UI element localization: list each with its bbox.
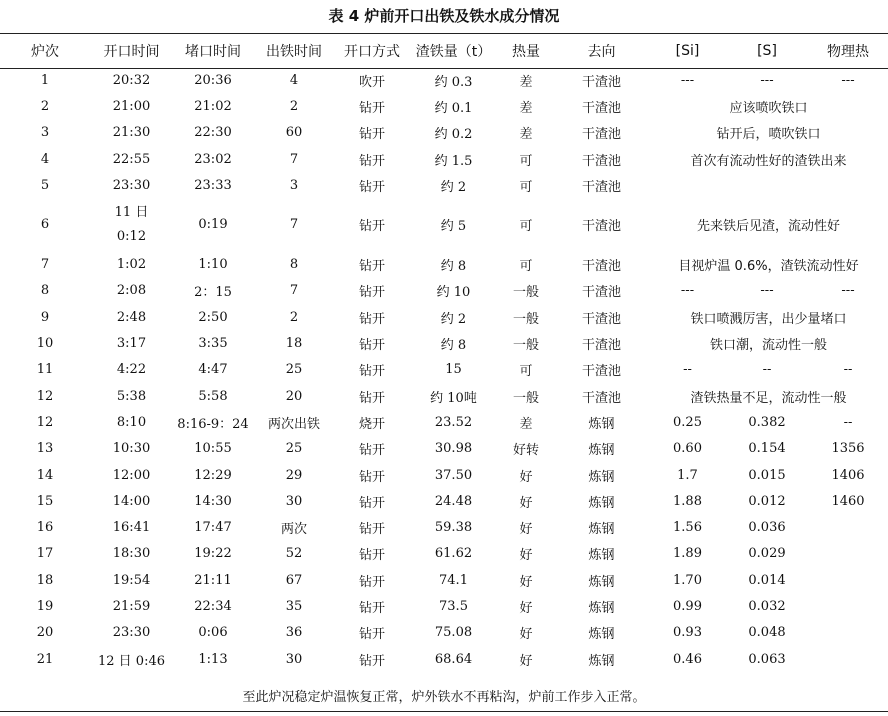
destination-cell: 干渣池 — [581, 338, 621, 354]
remark-cell: 首次有流动性好的渣铁出来 — [690, 153, 847, 169]
open-method-cell: 钻开 — [358, 469, 385, 485]
furnace-no-cell: 12 — [36, 414, 54, 430]
s-cell: 0.382 — [748, 414, 786, 430]
close-time-cell: 21:02 — [194, 98, 232, 114]
close-time-cell: 10:55 — [194, 441, 232, 457]
open-method-cell: 钻开 — [358, 627, 385, 643]
open-method-cell: 烧开 — [358, 416, 385, 432]
destination-cell: 干渣池 — [581, 74, 621, 90]
table-footnote: 至此炉况稳定炉温恢复正常，炉外铁水不再粘沟，炉前工作步入正常。 — [242, 690, 646, 705]
heat-cell: 可 — [519, 179, 533, 195]
table-row — [0, 436, 888, 462]
open-time-cell: 14:00 — [112, 493, 151, 509]
open-method-cell: 钻开 — [358, 338, 385, 354]
open-time-cell: 21:59 — [112, 598, 151, 614]
table-row — [0, 409, 888, 435]
tap-duration-cell: 2 — [289, 309, 299, 325]
destination-cell: 干渣池 — [581, 127, 621, 143]
tap-duration-cell: 18 — [285, 336, 303, 352]
s-cell: --- — [760, 72, 774, 88]
heat-cell: 差 — [519, 100, 533, 116]
destination-cell: 干渣池 — [581, 285, 621, 301]
header-s: [S] — [757, 43, 777, 59]
heat-cell: 好 — [519, 600, 533, 616]
tap-duration-cell: 25 — [285, 362, 303, 378]
table-row — [0, 541, 888, 567]
physical-heat-cell: -- — [843, 362, 853, 378]
open-time-cell: 12:00 — [112, 467, 151, 483]
header-row — [0, 35, 888, 67]
remark-cell: 先来铁后见渣，流动性好 — [696, 219, 840, 235]
open-time-cell: 20:32 — [112, 72, 151, 88]
heat-cell: 可 — [519, 259, 533, 275]
close-time-cell: 22:34 — [194, 598, 232, 614]
tap-duration-cell: 30 — [285, 493, 303, 509]
si-cell: --- — [680, 72, 695, 88]
open-time-cell: 22:55 — [112, 151, 151, 167]
open-time-cell: 10:30 — [112, 441, 151, 457]
table-row — [0, 330, 888, 356]
tap-duration-cell: 7 — [289, 151, 299, 167]
remark-cell: 铁口喷溅厉害，出少量堵口 — [690, 311, 847, 327]
furnace-no-cell: 13 — [36, 441, 54, 457]
tap-duration-cell: 25 — [285, 441, 303, 457]
table-row — [0, 67, 888, 93]
close-time-cell: 2：15 — [194, 285, 232, 301]
physical-heat-cell: 1460 — [831, 493, 865, 509]
physical-heat-cell: 1356 — [831, 441, 865, 457]
heat-cell: 好 — [519, 522, 533, 538]
heat-cell: 可 — [519, 153, 533, 169]
tap-duration-cell: 7 — [289, 283, 299, 299]
physical-heat-cell — [808, 567, 888, 593]
close-time-cell: 12:29 — [194, 467, 232, 483]
table-row — [0, 251, 888, 277]
destination-cell: 干渣池 — [581, 219, 621, 235]
table-row — [0, 567, 888, 593]
s-cell: -- — [762, 362, 772, 378]
physical-heat-cell — [808, 620, 888, 646]
tap-duration-cell: 30 — [285, 651, 303, 667]
bottom-rule — [0, 711, 888, 712]
open-method-cell: 钻开 — [358, 522, 385, 538]
physical-heat-cell — [808, 646, 888, 672]
open-day-label: 11 日 — [114, 204, 149, 220]
tap-duration-cell: 两次出铁 — [267, 416, 320, 432]
amount-cell: 约 10吨 — [430, 390, 477, 406]
amount-cell: 15 — [445, 362, 462, 378]
heat-cell: 一般 — [512, 390, 539, 406]
open-time-cell — [90, 198, 173, 251]
open-time-cell: 23:30 — [112, 625, 151, 641]
open-time-cell: 18:30 — [112, 546, 151, 562]
si-cell: 0.60 — [673, 441, 702, 457]
destination-cell: 炼钢 — [588, 574, 615, 590]
amount-cell: 24.48 — [434, 493, 473, 509]
destination-cell: 干渣池 — [581, 179, 621, 195]
si-cell: 1.7 — [677, 467, 698, 483]
amount-cell: 59.38 — [434, 520, 473, 536]
amount-cell: 约 2 — [440, 179, 467, 195]
furnace-no-cell: 12 — [36, 388, 54, 404]
open-method-cell: 钻开 — [358, 153, 385, 169]
open-method-cell: 钻开 — [358, 653, 385, 669]
s-cell: 0.029 — [748, 546, 786, 562]
open-method-cell: 钻开 — [358, 285, 385, 301]
tap-duration-cell: 67 — [285, 572, 303, 588]
s-cell: 0.012 — [748, 493, 786, 509]
heat-cell: 差 — [519, 127, 533, 143]
close-time-cell: 0:06 — [198, 625, 228, 641]
amount-cell: 73.5 — [439, 598, 468, 614]
si-cell: 0.99 — [673, 598, 702, 614]
table-row — [0, 198, 888, 251]
furnace-no-cell: 15 — [36, 493, 54, 509]
table-row — [0, 304, 888, 330]
close-time-cell: 2:50 — [198, 309, 228, 325]
table-caption: 表 4 炉前开口出铁及铁水成分情况 — [328, 7, 560, 25]
heat-cell: 好转 — [512, 443, 539, 459]
furnace-no-cell: 20 — [36, 625, 54, 641]
heat-cell: 差 — [519, 74, 533, 90]
heat-cell: 一般 — [512, 311, 539, 327]
heat-cell: 一般 — [512, 285, 539, 301]
open-method-cell: 钻开 — [358, 219, 385, 235]
open-time-cell: 8:10 — [116, 414, 147, 430]
furnace-no-cell: 17 — [36, 546, 54, 562]
remark-cell: 渣铁热量不足，流动性一般 — [690, 390, 847, 406]
close-time-cell: 5:58 — [198, 388, 228, 404]
open-time-cell: 21:00 — [112, 98, 151, 114]
close-time-cell: 8:16-9：24 — [177, 416, 249, 432]
table-row — [0, 357, 888, 383]
open-method-cell: 钻开 — [358, 548, 385, 564]
destination-cell: 炼钢 — [588, 548, 615, 564]
s-cell: 0.063 — [748, 651, 786, 667]
table-row — [0, 383, 888, 409]
amount-cell: 74.1 — [439, 572, 468, 588]
physical-heat-cell — [808, 541, 888, 567]
si-cell: 0.93 — [673, 625, 702, 641]
amount-cell: 75.08 — [434, 625, 473, 641]
open-method-cell: 钻开 — [358, 443, 385, 459]
amount-cell: 61.62 — [434, 546, 473, 562]
s-cell: 0.048 — [748, 625, 786, 641]
amount-cell: 约 5 — [440, 219, 467, 235]
destination-cell: 炼钢 — [588, 443, 615, 459]
remark-cell: 钻开后，喷吹铁口 — [716, 127, 821, 143]
s-cell: 0.032 — [748, 598, 786, 614]
close-time-cell: 20:36 — [194, 72, 232, 88]
physical-heat-cell: -- — [843, 414, 853, 430]
amount-cell: 约 0.2 — [434, 127, 473, 143]
tap-duration-cell: 2 — [289, 98, 299, 114]
header-destination: 去向 — [587, 44, 616, 60]
heat-cell: 好 — [519, 653, 533, 669]
open-time-cell: 16:41 — [112, 520, 151, 536]
heat-cell: 好 — [519, 574, 533, 590]
furnace-no-cell: 10 — [36, 336, 54, 352]
table-row — [0, 646, 888, 672]
furnace-no-cell: 7 — [40, 257, 50, 273]
close-time-cell: 14:30 — [194, 493, 232, 509]
table-row — [0, 120, 888, 146]
furnace-no-cell: 18 — [36, 572, 54, 588]
destination-cell: 炼钢 — [588, 627, 615, 643]
si-cell: 1.70 — [673, 572, 702, 588]
close-time-cell: 3:35 — [198, 336, 228, 352]
physical-heat-cell: --- — [841, 283, 855, 299]
open-time-cell: 5:38 — [116, 388, 147, 404]
heat-cell: 差 — [519, 416, 533, 432]
furnace-no-cell: 21 — [36, 651, 54, 667]
destination-cell: 炼钢 — [588, 469, 615, 485]
heat-cell: 一般 — [512, 338, 539, 354]
tap-duration-cell: 4 — [289, 72, 299, 88]
header-open-method: 开口方式 — [344, 44, 400, 60]
close-time-cell: 23:33 — [194, 177, 232, 193]
s-cell: 0.015 — [748, 467, 786, 483]
open-method-cell: 钻开 — [358, 311, 385, 327]
physical-heat-cell: 1406 — [831, 467, 865, 483]
furnace-no-cell: 11 — [36, 362, 54, 378]
s-cell: 0.154 — [748, 441, 786, 457]
furnace-no-cell: 8 — [40, 283, 50, 299]
si-cell: 0.46 — [673, 651, 702, 667]
open-time-cell: 19:54 — [112, 572, 151, 588]
furnace-no-cell: 3 — [40, 125, 50, 141]
open-time-cell: 2:48 — [116, 309, 147, 325]
s-cell: 0.036 — [748, 520, 786, 536]
amount-cell: 约 10 — [436, 285, 471, 301]
close-time-cell: 1:10 — [198, 257, 228, 273]
tap-duration-cell: 35 — [285, 598, 303, 614]
amount-cell: 23.52 — [434, 414, 473, 430]
physical-heat-cell — [808, 593, 888, 619]
destination-cell: 炼钢 — [588, 653, 615, 669]
destination-cell: 炼钢 — [588, 495, 615, 511]
furnace-no-cell: 9 — [40, 309, 50, 325]
si-cell: --- — [680, 283, 695, 299]
close-time-cell: 1:13 — [198, 651, 228, 667]
furnace-no-cell: 5 — [40, 177, 50, 193]
close-time-cell: 0:19 — [198, 217, 228, 233]
header-close-time: 堵口时间 — [185, 44, 241, 60]
table-row — [0, 462, 888, 488]
destination-cell: 干渣池 — [581, 390, 621, 406]
destination-cell: 炼钢 — [588, 522, 615, 538]
heat-cell: 可 — [519, 364, 533, 380]
furnace-no-cell: 2 — [40, 98, 50, 114]
tap-duration-cell: 36 — [285, 625, 303, 641]
furnace-no-cell: 1 — [40, 72, 50, 88]
open-time-cell: 3:17 — [116, 336, 147, 352]
open-method-cell: 钻开 — [358, 179, 385, 195]
open-method-cell: 钻开 — [358, 600, 385, 616]
table-row — [0, 488, 888, 514]
tap-duration-cell: 20 — [285, 388, 303, 404]
furnace-no-cell: 14 — [36, 467, 54, 483]
header-physical-heat: 物理热 — [827, 44, 869, 60]
open-time-label: 0:12 — [116, 228, 147, 244]
table-row — [0, 514, 888, 540]
open-method-cell: 钻开 — [358, 390, 385, 406]
header-si: [Si] — [675, 43, 700, 59]
header-furnace-no: 炉次 — [31, 44, 59, 60]
table-row — [0, 593, 888, 619]
tap-duration-cell: 3 — [289, 177, 299, 193]
s-cell: --- — [760, 283, 774, 299]
table-row — [0, 172, 888, 198]
close-time-cell: 22:30 — [194, 125, 232, 141]
amount-cell: 37.50 — [434, 467, 473, 483]
remark-cell: 铁口潮，流动性一般 — [709, 338, 827, 354]
amount-cell: 约 0.3 — [434, 74, 473, 90]
table-row — [0, 278, 888, 304]
si-cell: 0.25 — [673, 414, 702, 430]
open-time-cell: 12 日 0:46 — [98, 653, 165, 669]
open-time-cell: 1:02 — [116, 257, 147, 273]
heat-cell: 可 — [519, 219, 533, 235]
table-row — [0, 620, 888, 646]
open-method-cell: 吹开 — [358, 74, 385, 90]
header-open-time: 开口时间 — [103, 44, 160, 60]
heat-cell: 好 — [519, 469, 533, 485]
close-time-cell: 23:02 — [194, 151, 232, 167]
si-cell: 1.56 — [673, 520, 702, 536]
heat-cell: 好 — [519, 627, 533, 643]
amount-cell: 约 0.1 — [434, 100, 473, 116]
destination-cell: 干渣池 — [581, 259, 621, 275]
destination-cell: 炼钢 — [588, 416, 615, 432]
tap-duration-cell: 7 — [289, 217, 299, 233]
table-row — [0, 146, 888, 172]
remark-cell — [649, 172, 888, 198]
si-cell: -- — [683, 362, 692, 378]
furnace-no-cell: 4 — [40, 151, 50, 167]
open-method-cell: 钻开 — [358, 100, 385, 116]
close-time-cell: 4:47 — [198, 362, 228, 378]
open-time-cell: 4:22 — [116, 362, 147, 378]
amount-cell: 68.64 — [434, 651, 473, 667]
open-method-cell: 钻开 — [358, 259, 385, 275]
physical-heat-cell: --- — [841, 72, 855, 88]
open-method-cell: 钻开 — [358, 127, 385, 143]
open-time-cell: 21:30 — [112, 125, 151, 141]
destination-cell: 干渣池 — [581, 153, 621, 169]
open-method-cell: 钻开 — [358, 495, 385, 511]
header-slag-iron-amount: 渣铁量（t） — [415, 44, 492, 60]
furnace-no-cell: 6 — [40, 217, 50, 233]
amount-cell: 约 1.5 — [434, 153, 473, 169]
heat-cell: 好 — [519, 495, 533, 511]
s-cell: 0.014 — [748, 572, 786, 588]
top-rule — [0, 33, 888, 34]
tap-duration-cell: 29 — [285, 467, 303, 483]
amount-cell: 约 8 — [440, 259, 467, 275]
tapping-table — [0, 35, 888, 672]
close-time-cell: 19:22 — [194, 546, 232, 562]
physical-heat-cell — [808, 514, 888, 540]
amount-cell: 约 2 — [440, 311, 467, 327]
close-time-cell: 21:11 — [194, 572, 232, 588]
tap-duration-cell: 8 — [289, 257, 299, 273]
open-method-cell: 钻开 — [358, 574, 385, 590]
furnace-no-cell: 19 — [36, 598, 54, 614]
furnace-no-cell: 16 — [36, 520, 54, 536]
amount-cell: 约 8 — [440, 338, 467, 354]
destination-cell: 干渣池 — [581, 100, 621, 116]
destination-cell: 炼钢 — [588, 600, 615, 616]
tap-duration-cell: 两次 — [280, 522, 307, 538]
si-cell: 1.88 — [673, 493, 702, 509]
si-cell: 1.89 — [673, 546, 702, 562]
tap-duration-cell: 60 — [285, 125, 303, 141]
remark-cell: 目视炉温 0.6%，渣铁流动性好 — [678, 259, 859, 275]
open-method-cell: 钻开 — [358, 364, 385, 380]
open-time-cell: 2:08 — [116, 283, 147, 299]
open-time-cell: 23:30 — [112, 177, 151, 193]
destination-cell: 干渣池 — [581, 311, 621, 327]
tap-duration-cell: 52 — [285, 546, 303, 562]
header-tap-duration: 出铁时间 — [266, 44, 322, 60]
table-row — [0, 93, 888, 119]
header-heat: 热量 — [512, 44, 540, 60]
destination-cell: 干渣池 — [581, 364, 621, 380]
table-body — [0, 67, 888, 672]
close-time-cell: 17:47 — [194, 520, 232, 536]
heat-cell: 好 — [519, 548, 533, 564]
remark-cell: 应该喷吹铁口 — [729, 100, 808, 116]
amount-cell: 30.98 — [434, 441, 473, 457]
